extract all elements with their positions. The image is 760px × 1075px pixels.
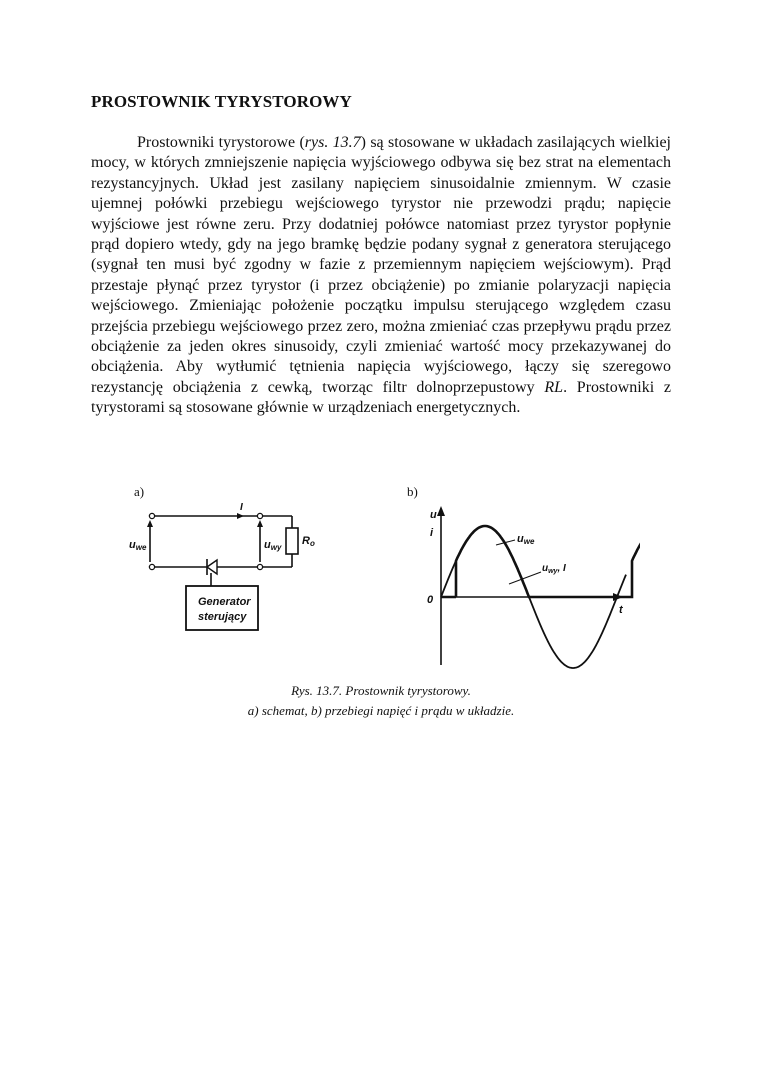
caption-line-2: a) schemat, b) przebiegi napięć i prądu w układzie. <box>247 703 515 718</box>
curve-wy-label: $u_{wy}$, I <box>542 563 566 575</box>
body-paragraph <box>91 133 671 419</box>
waveform-plot <box>420 500 640 670</box>
text-part-3: . Prostowniki z tyrystorami są stosowane głównie w urządzeniach energetycznych. <box>91 378 672 417</box>
output-terminal-bottom <box>257 564 262 569</box>
axis-u-label: u <box>430 509 437 521</box>
output-terminal-top <box>257 513 262 518</box>
figure-a-label: a) <box>134 484 145 499</box>
input-terminal-top <box>149 513 154 518</box>
output-voltage-curve <box>441 526 640 597</box>
generator-label-line1: Generator <box>198 596 251 608</box>
text-part-1: Prostowniki tyrystorowe ( <box>137 134 305 151</box>
input-terminal-bottom <box>149 564 154 569</box>
output-voltage-label: uwy <box>264 539 282 552</box>
rl-symbol: RL <box>544 378 564 396</box>
axis-i-label: i <box>430 527 434 539</box>
circuit-schematic <box>120 496 320 646</box>
figure-b-label: b) <box>407 484 418 499</box>
generator-label-line2: sterujący <box>198 611 247 623</box>
text-part-2: ) są stosowane w układach zasilających wielkiej mocy, w których zmniejszenie napięcia wyjściowego odbywa się bez strat na elementach rezystancyjnych. Układ jest zasilany napięciem sinusoidalnie zmiennym. W czasie ujemnej połówki przebiegu wejściowego tyrystor nie przewodzi prądu; napięcie wyjściowe jest równe zeru. Przy dodatniej połówce natomiast przez tyrystor popłynie prąd dopiero wtedy, gdy na jego bramkę będzie podany sygnał z generatora sterującego (sygnał ten musi być zgodny w fazie z przemiennym napięciem wejściowym). Prąd przestaje płynąć przez tyrystor (i przez obciążenie) po zmianie polaryzacji napięcia wejściowego. Zmieniając położenie początku impulsu sterującego względem czasu przejścia przebiegu wejściowego przez zero, można zmieniać czas przepływu prądu przez obciążenie za jeden okres sinusoidy, czyli zmieniać wartość mocy przekazywanej do obciążenia. Aby wytłumić tętnienia napięcia wyjściowego, łączy się szeregowo rezystancję obciążenia z cewką, tworząc filtr dolnoprzepustowy <box>91 134 671 396</box>
wy-pointer <box>509 572 541 584</box>
output-voltage-arrow <box>257 520 263 527</box>
curve-we-label: uwe <box>517 533 535 546</box>
axis-t-label: t <box>619 604 623 616</box>
caption-line-1: Rys. 13.7. Prostownik tyrystorowy. <box>291 683 471 698</box>
y-axis-arrow <box>437 506 445 516</box>
generator-box <box>186 586 258 630</box>
input-voltage-arrow <box>147 520 153 527</box>
current-label: I <box>240 502 243 513</box>
current-arrow <box>237 513 244 519</box>
load-resistor <box>286 528 298 554</box>
thyristor-triangle <box>207 560 217 574</box>
section-title: PROSTOWNIK TYRYSTOROWY <box>91 92 352 111</box>
figure-reference: rys. 13.7 <box>304 134 361 151</box>
origin-label: 0 <box>427 594 434 606</box>
resistor-label: Ro <box>302 535 315 548</box>
input-voltage-label: uwe <box>129 539 147 552</box>
